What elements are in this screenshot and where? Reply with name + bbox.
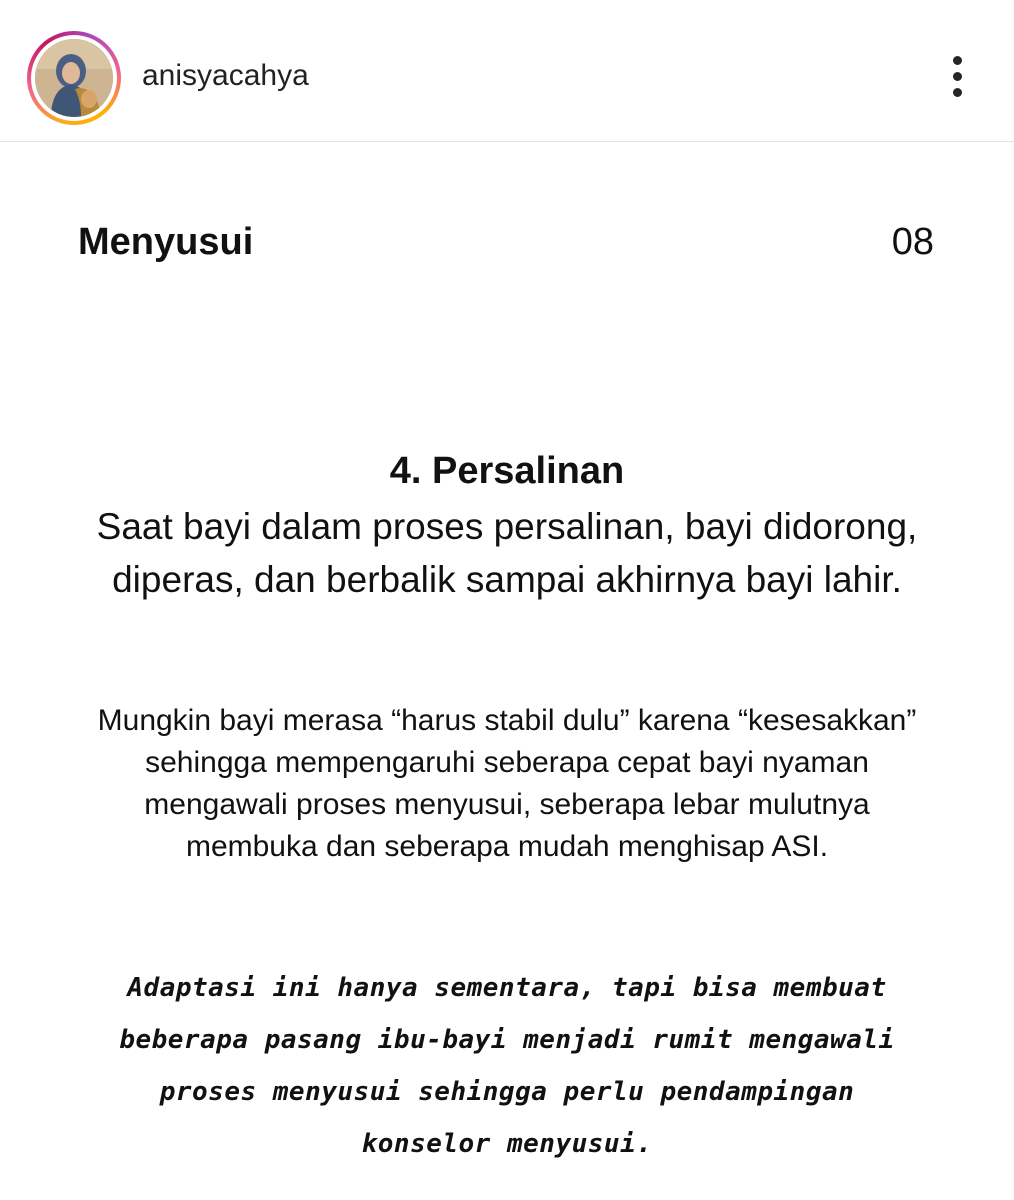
section-heading: 4. Persalinan xyxy=(389,450,625,492)
avatar[interactable] xyxy=(35,39,113,117)
more-vertical-icon xyxy=(953,72,962,81)
more-options-button[interactable] xyxy=(936,50,980,102)
more-vertical-icon xyxy=(953,56,962,65)
slide-page-number: 08 xyxy=(891,221,934,263)
body-paragraph: Mungkin bayi merasa “harus stabil dulu” karena “kesesakkan” sehingga mempengaruhi seberapa cepat bayi nyaman mengawali proses menyusui, seberapa lebar mulutnya membuka dan seberapa mudah menghisap ASI. xyxy=(97,704,917,863)
post-header xyxy=(0,0,1014,142)
profile-photo-icon xyxy=(35,39,113,117)
avatar-border xyxy=(31,35,117,121)
lead-paragraph: Saat bayi dalam proses persalinan, bayi didorong, diperas, dan berbalik sampai akhirnya bayi lahir. xyxy=(96,506,918,600)
slide-title: Menyusui xyxy=(78,221,254,263)
more-vertical-icon xyxy=(953,88,962,97)
handwritten-note: Adaptasi ini hanya sementara, tapi bisa membuat beberapa pasang ibu-bayi menjadi rumit mengawali proses menyusui sehingga perlu pendampingan konselor menyusui. xyxy=(119,973,895,1159)
username[interactable]: anisyacahya xyxy=(142,59,309,92)
story-ring[interactable] xyxy=(27,31,121,125)
